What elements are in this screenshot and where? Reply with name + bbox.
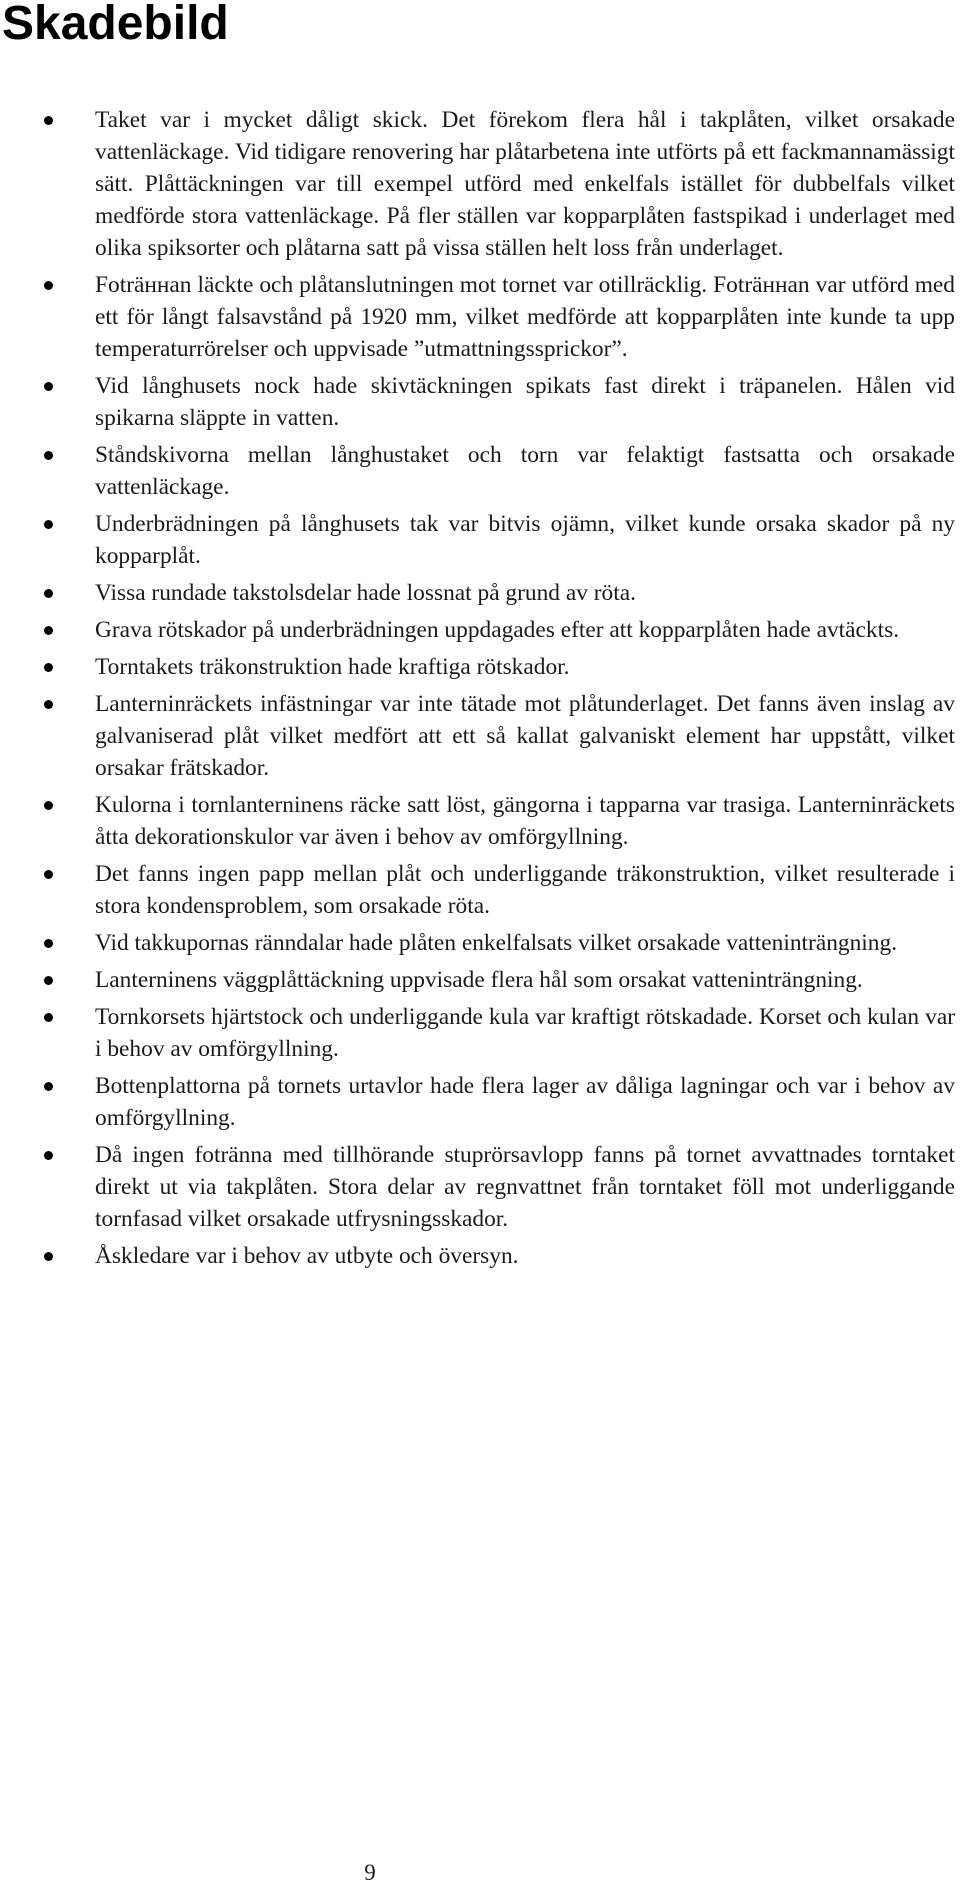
list-item-text: Det fanns ingen papp mellan plåt och underliggande träkonstruktion, vilket resulterade i stora kondensproblem, som orsakade röta. (95, 861, 955, 919)
bullet-icon (44, 1013, 53, 1022)
list-item (0, 1240, 955, 1272)
list-item (0, 1139, 955, 1235)
list-item-text: Tornkorsets hjärtstock och underliggande kula var kraftigt rötskadade. Korset och kulan var i behov av omförgyllning. (95, 1004, 955, 1062)
list-item-text: Foträннan läckte och plåtanslutningen mot tornet var otillräcklig. Foträннan var utförd med ett för långt falsavstånd på 1920 mm, vilket medförde att kopparplåten inte kunde ta upp temperaturrörelser och uppvisade ”utmattningssprickor”. (95, 272, 955, 362)
list-item (0, 370, 955, 434)
list-item-text: Torntakets träkonstruktion hade kraftiga rötskador. (95, 654, 570, 680)
bullet-icon (44, 870, 53, 879)
bullet-icon (44, 589, 53, 598)
list-item (0, 577, 955, 609)
list-item (0, 964, 955, 996)
list-item-text: Vissa rundade takstolsdelar hade lossnat på grund av röta. (95, 580, 636, 606)
list-item-text: Grava rötskador på underbrädningen uppdagades efter att kopparplåten hade avtäckts. (95, 617, 900, 643)
bullet-icon (44, 451, 53, 460)
page-title: Skadebild (2, 0, 229, 50)
bullet-icon (44, 382, 53, 391)
list-item-text: Åskledare var i behov av utbyte och översyn. (95, 1243, 519, 1269)
page-number: 9 (364, 1860, 376, 1885)
bullet-icon (44, 116, 53, 125)
list-item-text: Vid takkupornas ränndalar hade plåten enkelfalsats vilket orsakade vatteninträngning. (95, 930, 898, 956)
list-item (0, 439, 955, 503)
list-item-text: Vid långhusets nock hade skivtäckningen spikats fast direkt i träpanelen. Hålen vid spikarna släppte in vatten. (95, 373, 955, 431)
bullet-icon (44, 1151, 53, 1160)
list-item (0, 1070, 955, 1134)
bullet-icon (44, 801, 53, 810)
list-item-text: Bottenplattorna på tornets urtavlor hade flera lager av dåliga lagningar och var i behov av omförgyllning. (95, 1073, 955, 1131)
bullet-icon (44, 939, 53, 948)
list-item-text: Underbrädningen på långhusets tak var bitvis ojämn, vilket kunde orsaka skador på ny kopparplåt. (95, 511, 955, 569)
list-item-text: Lanterninräckets infästningar var inte tätade mot plåtunderlaget. Det fanns även inslag av galvaniserad plåt vilket medfört att ett så kallat galvaniskt element har uppstått, vilket orsakar frätskador. (95, 691, 955, 781)
list-item (0, 651, 955, 683)
list-item (0, 508, 955, 572)
bullet-icon (44, 1082, 53, 1091)
list-item-text: Ståndskivorna mellan långhustaket och torn var felaktigt fastsatta och orsakade vattenläckage. (95, 442, 955, 500)
damage-list (0, 104, 960, 1277)
bullet-icon (44, 663, 53, 672)
list-item (0, 1001, 955, 1065)
bullet-icon (44, 626, 53, 635)
list-item (0, 789, 955, 853)
bullet-icon (44, 700, 53, 709)
list-item-text: Då ingen fotränna med tillhörande stuprörsavlopp fanns på tornet avvattnades torntaket direkt ut via takplåten. Stora delar av regnvattnet från torntaket föll mot underliggande tornfasad vilket orsakade utfrysningsskador. (95, 1142, 955, 1232)
list-item-text: Kulorna i tornlanterninens räcke satt löst, gängorna i tapparna var trasiga. Lanterninräckets åtta dekorationskulor var även i behov av omförgyllning. (95, 792, 955, 850)
list-item (0, 858, 955, 922)
list-item-text: Lanterninens väggplåttäckning uppvisade flera hål som orsakat vatteninträngning. (95, 967, 863, 993)
bullet-icon (44, 281, 53, 290)
bullet-icon (44, 520, 53, 529)
list-item-text: Taket var i mycket dåligt skick. Det förekom flera hål i takplåten, vilket orsakade vattenläckage. Vid tidigare renovering har plåtarbetena inte utförts på ett fackmannamässigt sätt. Plåttäckningen var till exempel utförd med enkelfals istället för dubbelfals vilket medförde stora vattenläckage. På fler ställen var kopparplåten fastspikad i underlaget med olika spiksorter och plåtarna satt på vissa ställen helt loss från underlaget. (95, 107, 955, 261)
list-item (0, 104, 955, 264)
list-item (0, 688, 955, 784)
list-item (0, 614, 955, 646)
list-item (0, 927, 955, 959)
bullet-icon (44, 976, 53, 985)
bullet-icon (44, 1252, 53, 1261)
list-item (0, 269, 955, 365)
